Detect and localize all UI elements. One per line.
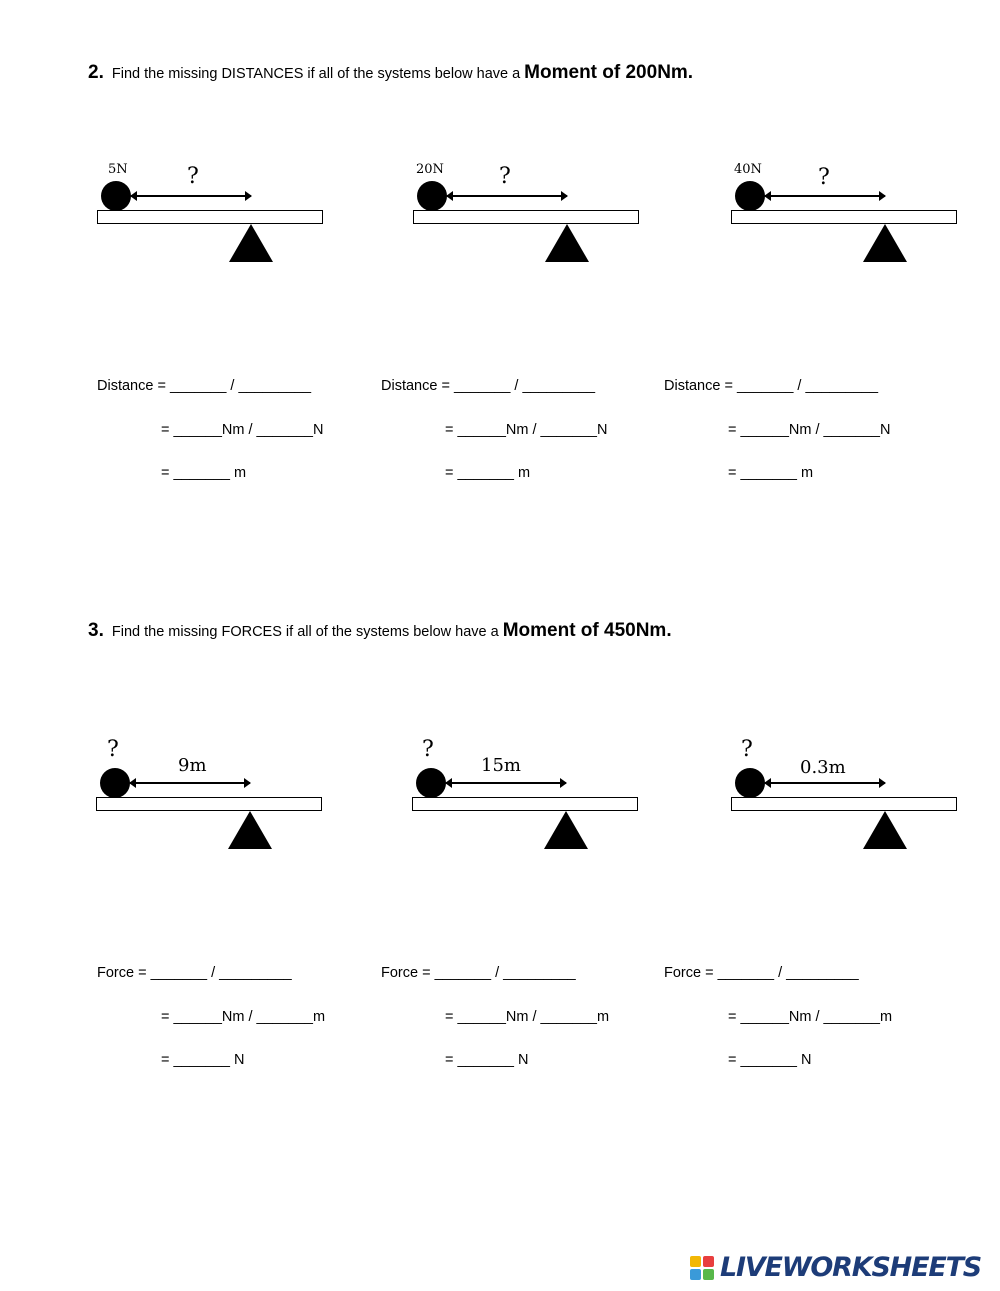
- liveworksheets-logo: [690, 1250, 995, 1286]
- distance-arrow: [131, 195, 251, 197]
- lever-beam: [731, 210, 957, 224]
- lever-beam: [97, 210, 323, 224]
- distance-label: ?: [187, 164, 199, 189]
- q3-lever-diagram-1: [96, 737, 336, 865]
- fulcrum-triangle: [229, 224, 273, 262]
- calc-formula-line: Distance = _______ / _________: [381, 378, 596, 394]
- lever-beam: [731, 797, 957, 811]
- calc-answer-line: = _______ m: [445, 465, 531, 481]
- distance-arrow: [765, 782, 885, 784]
- question-3-number: 3.: [88, 620, 104, 641]
- calc-answer-line: = _______ N: [445, 1052, 529, 1068]
- fulcrum-triangle: [863, 224, 907, 262]
- calc-substitution-line: = ______Nm / _______m: [445, 1009, 610, 1025]
- question-2-emphasis: Moment of 200Nm.: [524, 62, 694, 83]
- calc-formula-line: Distance = _______ / _________: [97, 378, 312, 394]
- distance-label: 9m: [178, 755, 207, 776]
- calc-answer-line: = _______ N: [161, 1052, 245, 1068]
- ball-force-label: ?: [107, 737, 119, 762]
- distance-arrow: [765, 195, 885, 197]
- distance-arrow: [447, 195, 567, 197]
- fulcrum-triangle: [228, 811, 272, 849]
- weight-ball: [101, 181, 131, 211]
- distance-label: ?: [818, 165, 830, 190]
- fulcrum-triangle: [545, 224, 589, 262]
- q2-lever-diagram-2: [413, 162, 653, 278]
- calc-formula-line: Force = _______ / _________: [97, 965, 292, 981]
- lever-beam: [413, 210, 639, 224]
- weight-ball: [416, 768, 446, 798]
- calc-formula-line: Distance = _______ / _________: [664, 378, 879, 394]
- weight-ball: [417, 181, 447, 211]
- distance-label: 0.3m: [800, 757, 846, 778]
- distance-arrow: [130, 782, 250, 784]
- ball-force-label: ?: [741, 737, 753, 762]
- fulcrum-triangle: [544, 811, 588, 849]
- ball-force-label: ?: [422, 737, 434, 762]
- lever-beam: [412, 797, 638, 811]
- calc-substitution-line: = ______Nm / _______m: [161, 1009, 326, 1025]
- question-2-number: 2.: [88, 62, 104, 83]
- q3-lever-diagram-2: [412, 737, 652, 865]
- ball-force-label: 5N: [108, 162, 128, 177]
- ball-force-label: 20N: [416, 162, 444, 177]
- question-3-emphasis: Moment of 450Nm.: [502, 620, 672, 641]
- calc-substitution-line: = ______Nm / _______N: [445, 422, 608, 438]
- weight-ball: [735, 181, 765, 211]
- distance-label: 15m: [481, 755, 521, 776]
- calc-formula-line: Force = _______ / _________: [664, 965, 859, 981]
- question-3-heading: [88, 620, 672, 642]
- calc-substitution-line: = ______Nm / _______N: [161, 422, 324, 438]
- q2-lever-diagram-1: [97, 162, 337, 278]
- logo-text: LIVEWORKSHEETS: [720, 1252, 982, 1283]
- calc-answer-line: = _______ m: [728, 465, 814, 481]
- question-3-text: Find the missing FORCES if all of the systems below have a: [111, 624, 499, 640]
- distance-arrow: [446, 782, 566, 784]
- calc-substitution-line: = ______Nm / _______m: [728, 1009, 893, 1025]
- calc-answer-line: = _______ N: [728, 1052, 812, 1068]
- fulcrum-triangle: [863, 811, 907, 849]
- calc-formula-line: Force = _______ / _________: [381, 965, 576, 981]
- weight-ball: [735, 768, 765, 798]
- q2-lever-diagram-3: [731, 162, 971, 278]
- q3-lever-diagram-3: [731, 737, 971, 865]
- question-2-heading: [88, 62, 693, 84]
- calc-substitution-line: = ______Nm / _______N: [728, 422, 891, 438]
- lever-beam: [96, 797, 322, 811]
- calc-answer-line: = _______ m: [161, 465, 247, 481]
- question-2-text: Find the missing DISTANCES if all of the systems below have a: [111, 66, 521, 82]
- distance-label: ?: [499, 164, 511, 189]
- logo-squares-icon: [690, 1256, 716, 1282]
- ball-force-label: 40N: [734, 162, 762, 177]
- weight-ball: [100, 768, 130, 798]
